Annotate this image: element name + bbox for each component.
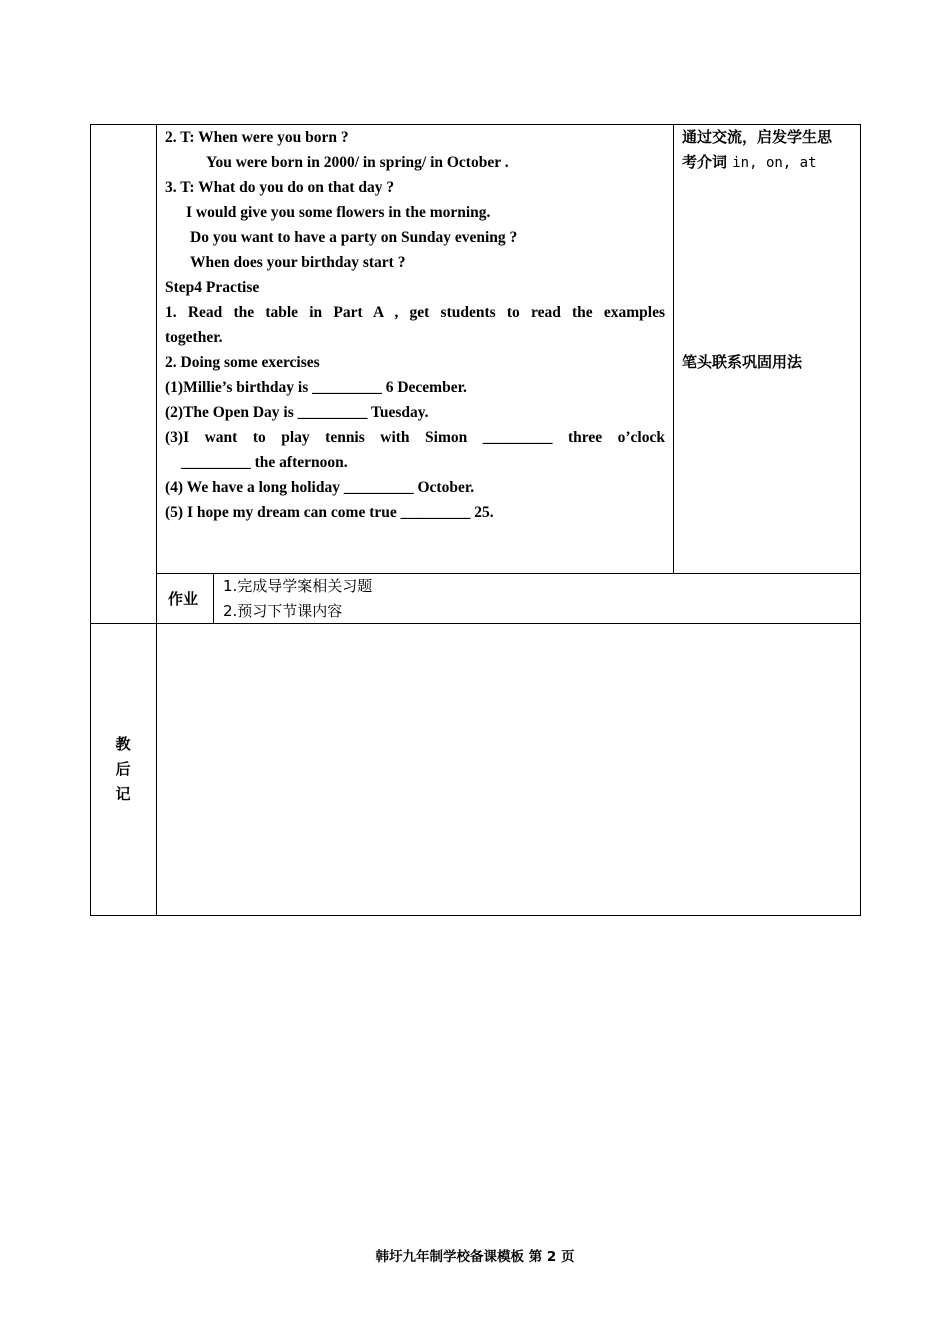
page-footer: 韩圩九年制学校备课模板 第 2 页 <box>375 1249 575 1265</box>
reflection-char: 教 <box>115 735 131 753</box>
note-line: 笔头联系巩固用法 <box>682 353 803 371</box>
reflection-char: 后 <box>115 760 131 778</box>
lesson-line: 3. T: What do you do on that day ? <box>165 179 395 196</box>
table-divider-left-column <box>156 124 157 916</box>
lesson-line: Do you want to have a party on Sunday evening ? <box>190 229 518 246</box>
homework-item: 1.完成导学案相关习题 <box>223 577 373 595</box>
exercise-line: (4) We have a long holiday _________ October. <box>165 479 475 496</box>
homework-label: 作业 <box>168 590 199 608</box>
lesson-line: When does your birthday start ? <box>190 254 406 271</box>
lesson-line: 1. Read the table in Part A , get students to read the examples <box>165 304 665 321</box>
exercise-line: (3)I want to play tennis with Simon _________ three o’clock <box>165 429 665 446</box>
note-prefix: 考介词 <box>682 153 733 171</box>
exercise-line: (5) I hope my dream can come true _________ 25. <box>165 504 494 521</box>
note-line: 通过交流，启发学生思 <box>682 128 833 146</box>
lesson-line: I would give you some flowers in the morning. <box>186 204 491 221</box>
exercise-line: _________ the afternoon. <box>181 454 348 471</box>
lesson-line: together. <box>165 329 223 346</box>
lesson-line: 2. Doing some exercises <box>165 354 320 371</box>
exercise-line: (1)Millie’s birthday is _________ 6 December. <box>165 379 467 396</box>
step-heading: Step4 Practise <box>165 279 260 296</box>
note-line <box>682 150 817 176</box>
table-divider-homework-label <box>213 573 214 624</box>
table-divider-reflection-row <box>90 623 861 624</box>
reflection-char: 记 <box>115 785 131 803</box>
lesson-line: You were born in 2000/ in spring/ in October . <box>206 154 509 171</box>
exercise-line: (2)The Open Day is _________ Tuesday. <box>165 404 429 421</box>
note-prepositions: in, on, at <box>732 155 817 171</box>
lesson-line: 2. T: When were you born ? <box>165 129 349 146</box>
homework-item: 2.预习下节课内容 <box>223 602 343 620</box>
table-divider-notes-column <box>673 124 674 574</box>
reflection-label <box>113 732 133 807</box>
